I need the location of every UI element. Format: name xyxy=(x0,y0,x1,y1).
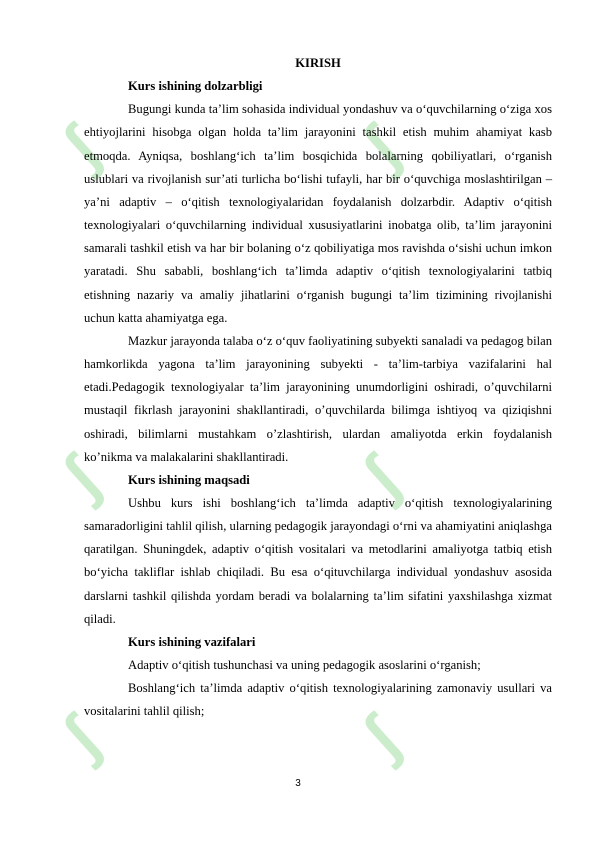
paragraph: Boshlang‘ich ta’limda adaptiv o‘qitish texnologiyalarining zamonaviy usullari va vositalarini tahlil qilish; xyxy=(84,681,552,719)
page-number: 3 xyxy=(295,778,301,789)
watermark-logo: ʃ xyxy=(48,703,113,771)
watermark-logo: ʃ xyxy=(48,113,113,181)
paragraph: Ushbu kurs ishi boshlang‘ich ta’limda adaptiv o‘qitish texnologiyalarining samaradorligini tahlil qilish, ularning pedagogik jarayondagi o‘rni va ahamiyatini aniqlashga qaratilgan. Shuningdek, adaptiv o‘qitish vositalari va metodlarini amaliyotga tatbiq etish bo‘yicha takliflar ishlab chiqiladi. Bu esa o‘qituvchilarga individual yondashuv asosida darslarni tashkil qilishda yordam beradi va bolalarning ta’lim sifatini yaxshilashga xizmat qiladi. xyxy=(84,495,552,626)
document-page xyxy=(84,52,552,724)
page-title: KIRISH xyxy=(295,56,341,70)
watermark-logo: ʃ xyxy=(48,443,113,511)
section-tasks xyxy=(84,631,552,724)
section-heading: Kurs ishining maqsadi xyxy=(128,472,250,487)
watermark-logo: ʃ xyxy=(348,443,413,511)
watermark-logo: ʃ xyxy=(348,703,413,771)
section-heading: Kurs ishining vazifalari xyxy=(128,634,256,649)
paragraph: Mazkur jarayonda talaba o‘z o‘quv faoliyatining subyekti sanaladi va pedagog bilan hamkorlikda yagona ta’lim jarayonining subyekti - ta’lim-tarbiya vazifalarini hal etadi.Pedagogik texnologiyalar ta’lim jarayonining unumdorligini oshiradi, o’quvchilarni mustaqil fikrlash jarayonini shakllantiradi, o’quvchilarda bilimga ishtiyoq va qiziqishni oshiradi, bilimlarni mustahkam o’zlashtirish, ulardan amaliyotda erkin foydalanish ko’nikma va malakalarini shakllantiradi. xyxy=(84,333,552,464)
paragraph: Bugungi kunda ta’lim sohasida individual yondashuv va o‘quvchilarning o‘ziga xos ehtiyojlarini hisobga olgan holda ta’lim jarayonini tashkil etish muhim ahamiyat kasb etmoqda. Ayniqsa, boshlang‘ich ta’lim bosqichida bolalarning qobiliyatlari, o‘rganish uslublari va rivojlanish sur’ati turlicha bo‘lishi tufayli, har bir o‘quvchiga moslashtirilgan – ya’ni adaptiv – o‘qitish texnologiyalaridan foydalanish dolzarbdir. Adaptiv o‘qitish texnologiyalari o‘quvchilarning individual xususiyatlarini inobatga olib, ta’lim jarayonini samarali tashkil etish va har bir bolaning o‘z qobiliyatiga mos ravishda o‘sishi uchun imkon yaratadi. Shu sababli, boshlang‘ich ta’limda adaptiv o‘qitish texnologiyalarini tatbiq etishning nazariy va amaliy jihatlarini o‘rganish bugungi ta’lim tizimining rivojlanishi uchun katta ahamiyatga ega. xyxy=(84,102,552,325)
watermark-logo: ʃ xyxy=(348,113,413,181)
section-heading: Kurs ishining dolzarbligi xyxy=(128,79,263,94)
section-goal xyxy=(84,469,552,631)
paragraph: Adaptiv o‘qitish tushunchasi va uning pedagogik asoslarini o‘rganish; xyxy=(128,658,481,673)
section-relevance xyxy=(84,75,552,469)
